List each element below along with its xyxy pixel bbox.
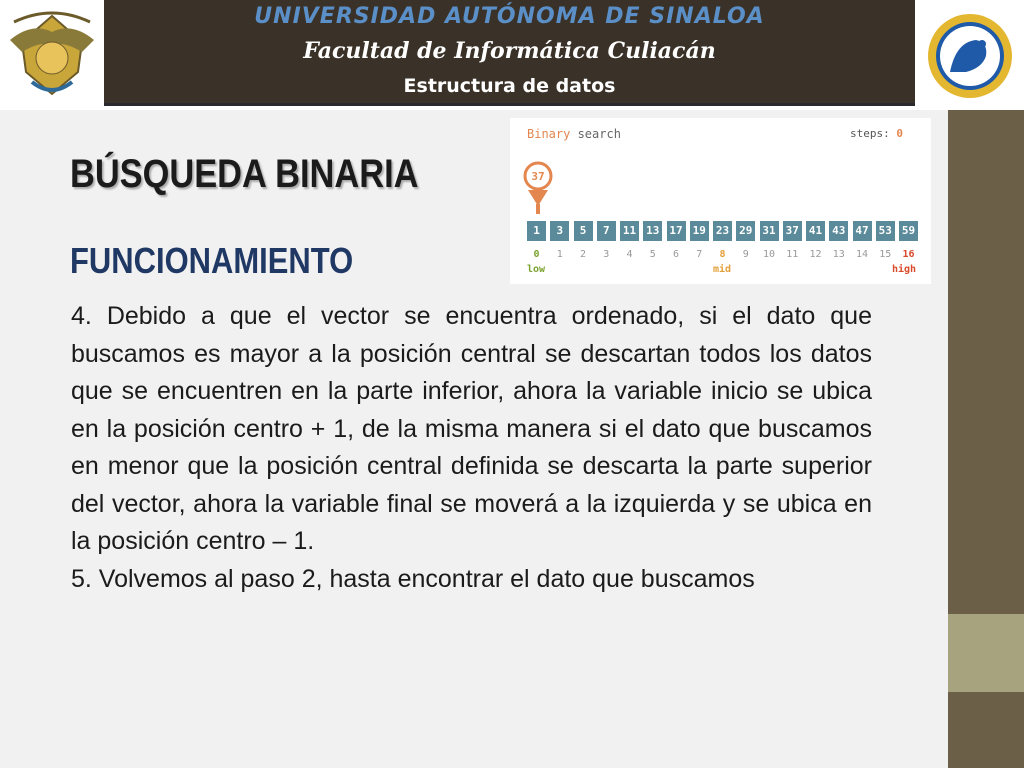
low-pointer-label: low [527,264,546,275]
body-text [71,298,872,598]
array-index: 3 [603,249,610,260]
array-cell: 37 [783,221,802,241]
array-cell: 17 [667,221,686,241]
array-cell: 1 [527,221,546,241]
faculty-name: Facultad de Informática Culiacán [303,38,716,64]
university-name: UNIVERSIDAD AUTÓNOMA DE SINALOA [254,4,765,29]
array-cell: 59 [899,221,918,241]
array-cell: 13 [643,221,662,241]
array-index: 7 [696,249,703,260]
paragraph-step-4: 4. Debido a que el vector se encuentra ordenado, si el dato que buscamos es mayor a la posición central se descartan todos los datos que se encuentren en la parte inferior, ahora la variable inicio se ubica en la posición centro + 1, de la misma manera si el dato que buscamos en menor que la posición central definida se descarta la parte superior del vector, ahora la variable final se moverá a la izquierda y se ubica en la posición centro – 1. [71,302,872,555]
array-cell: 53 [876,221,895,241]
array-index: 11 [786,249,799,260]
animation-title [527,127,621,141]
array-cell: 31 [760,221,779,241]
array-index: 2 [579,249,587,260]
array-index: 5 [649,249,656,260]
page-title: BÚSQUEDA BINARIA [70,152,419,196]
array-index: 8 [719,249,726,260]
target-value: 37 [531,170,545,183]
array-cell: 47 [853,221,872,241]
array-index: 14 [855,249,869,260]
array-cell: 29 [736,221,755,241]
array-cell: 5 [574,221,593,241]
high-pointer-label: high [892,264,917,275]
array-cell: 3 [550,221,569,241]
array-index: 10 [762,249,776,260]
array-cell: 41 [806,221,825,241]
decorative-sidebar [948,110,1024,768]
binary-search-animation [510,118,931,284]
header-bar [0,0,1024,110]
faculty-logo-icon [926,12,1014,100]
university-banner [104,0,915,106]
array-index: 15 [879,249,892,260]
array-index: 4 [626,249,633,260]
mid-pointer-label: mid [713,264,732,275]
array-index: 0 [533,249,540,260]
course-name: Estructura de datos [403,75,616,97]
array-index: 1 [556,249,563,260]
array-index: 13 [832,249,845,260]
section-subtitle: FUNCIONAMIENTO [70,240,354,281]
array-cell: 19 [690,221,709,241]
steps-value: 0 [896,127,903,140]
steps-label: steps: [850,127,897,140]
array-cell: 23 [713,221,732,241]
array-cell: 11 [620,221,639,241]
steps-counter [850,127,903,140]
animation-title-highlight: Binary [527,127,571,141]
animation-title-rest: search [570,127,621,141]
array-cell: 7 [597,221,616,241]
paragraph-step-5: 5. Volvemos al paso 2, hasta encontrar el dato que buscamos [71,564,755,593]
target-pin-icon [522,160,554,216]
array-index: 16 [902,249,915,260]
array-index: 12 [809,249,822,260]
array-index: 6 [672,249,680,260]
uas-logo-icon [2,2,102,106]
array-index: 9 [742,249,749,260]
sidebar-accent-block [948,614,1024,692]
array-cell: 43 [829,221,848,241]
